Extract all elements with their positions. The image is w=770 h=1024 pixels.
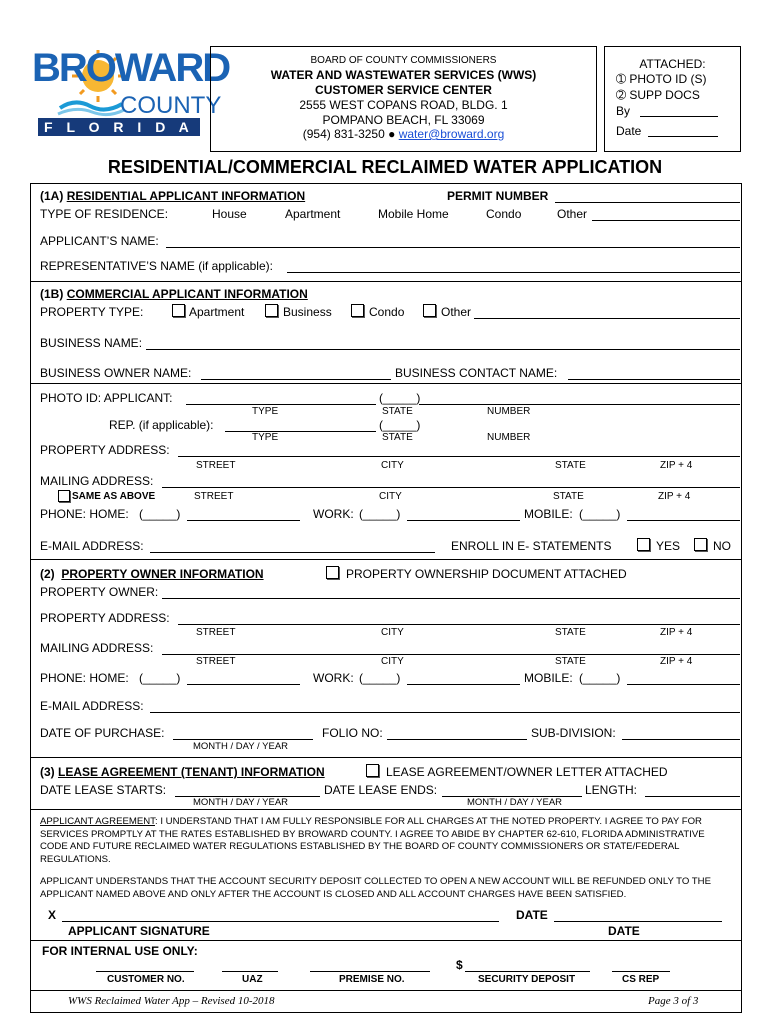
business-name-field[interactable] [146,349,740,350]
lease-letter-label: LEASE AGREEMENT/OWNER LETTER ATTACHED [386,765,668,779]
property-type-other-field[interactable] [474,318,740,319]
property-state-caption: STATE [555,460,586,471]
section-1b-number: (1B) [40,287,64,301]
rep-id-type-caption: TYPE [252,432,279,443]
business-checkbox[interactable] [265,304,278,317]
divider-5 [30,809,742,810]
phone-mobile-label: MOBILE: [524,507,573,521]
residence-condo-option[interactable]: Condo [486,207,522,221]
lease-ends-label: DATE LEASE ENDS: [324,783,438,797]
photo-id-type-caption: TYPE [252,406,279,417]
phone-home-field[interactable] [187,520,300,521]
owner-property-address-field[interactable] [178,624,740,625]
owner-email-label: E-MAIL ADDRESS: [40,699,144,713]
attached-by-label: By [616,104,631,118]
apartment-checkbox-label: Apartment [189,305,245,319]
property-street-caption: STREET [196,460,236,471]
header-contact [210,127,597,141]
date-caption: DATE [608,924,640,938]
owner-mailing-address-label: MAILING ADDRESS: [40,641,154,655]
applicant-agreement-text [40,816,735,866]
property-zip-caption: ZIP + 4 [660,460,693,471]
security-deposit-caption: SECURITY DEPOSIT [478,974,576,985]
date-of-purchase-field[interactable] [173,739,313,740]
owner-phone-home-field[interactable] [187,684,300,685]
lease-length-field[interactable] [645,796,740,797]
uaz-field[interactable] [222,971,278,972]
section-2-number: (2) [40,567,55,581]
business-name-label: BUSINESS NAME: [40,336,143,350]
folio-field[interactable] [387,739,527,740]
owner-phone-work-area[interactable]: (_____) [359,671,401,685]
premise-no-caption: PREMISE NO. [339,974,405,985]
attached-by-line[interactable] [640,116,718,117]
security-deposit-field[interactable] [465,971,590,972]
estatements-no-checkbox[interactable] [694,538,707,551]
date-of-purchase-label: DATE OF PURCHASE: [40,726,165,740]
email-field[interactable] [150,552,435,553]
email-label: E-MAIL ADDRESS: [40,539,144,553]
residence-type-label: TYPE OF RESIDENCE: [40,207,169,221]
other-checkbox[interactable] [423,304,436,317]
lease-starts-caption: MONTH / DAY / YEAR [193,797,289,808]
residence-mobile-option[interactable]: Mobile Home [378,207,449,221]
photo-id-state-caption: STATE [382,406,413,417]
header-line1: BOARD OF COUNTY COMMISSIONERS [310,55,497,66]
owner-mailing-state-caption: STATE [555,656,586,667]
section-3-title: LEASE AGREEMENT (TENANT) INFORMATION [58,765,325,779]
owner-phone-work-label: WORK: [313,671,354,685]
attached-date-label: Date [616,124,642,138]
divider-3 [30,559,742,560]
signature-field[interactable] [62,921,499,922]
section-1b-heading [40,287,308,301]
business-owner-field[interactable] [201,379,391,380]
cs-rep-field[interactable] [612,971,670,972]
owner-property-city-caption: CITY [381,627,404,638]
header-email-link[interactable]: water@broward.org [398,127,505,141]
other-checkbox-label: Other [441,305,472,319]
applicant-agreement-body: : I UNDERSTAND THAT I AM FULLY RESPONSIBLE FOR ALL CHARGES AT THE NOTED PROPERTY. I AGREE TO PAY FOR SERVICES PROMPTLY AT THE RATES ESTABLISHED BY BROWARD COUNTY. I AGREE TO ABIDE BY CHAPTER 62-610, FLORIDA ADMINISTRATIVE CODE AND FUTURE RECLAIMED WATER REGULATIONS ESTABLISHED BY THE BOARD OF COUNTY COMMISSIONERS OR STATE/FEDERAL REGULATIONS. [40,816,705,865]
owner-mailing-street-caption: STREET [196,656,236,667]
business-contact-field[interactable] [568,379,740,380]
signature-date-field[interactable] [554,921,722,922]
representative-name-label: REPRESENTATIVE’S NAME (if applicable): [40,259,273,273]
signature-x-mark: X [48,908,57,922]
header-phone: (954) 831-3250 ● [302,127,396,141]
logo-county: COUNTY [120,92,222,119]
permit-number-label: PERMIT NUMBER [447,189,549,203]
ownership-doc-label: PROPERTY OWNERSHIP DOCUMENT ATTACHED [346,567,627,581]
customer-no-caption: CUSTOMER NO. [107,974,185,985]
phone-mobile-area[interactable]: (_____) [579,507,621,521]
residence-other-option[interactable]: Other [557,207,588,221]
attached-title: ATTACHED: [639,57,706,71]
rep-id-state-field[interactable]: (_____) [379,418,421,432]
logo-broward: BROWARD [32,46,230,90]
property-address-label: PROPERTY ADDRESS: [40,443,170,457]
phone-home-label: PHONE: HOME: [40,507,129,521]
photo-id-number-caption: NUMBER [487,406,531,417]
premise-no-field[interactable] [310,971,430,972]
footer-page-number: Page 3 of 3 [648,995,699,1007]
business-owner-label: BUSINESS OWNER NAME: [40,366,192,380]
attached-photo-id: ➀ PHOTO ID (S) [616,72,707,86]
owner-email-field[interactable] [150,712,740,713]
residence-house-option[interactable]: House [212,207,247,221]
enroll-estatements-label: ENROLL IN E- STATEMENTS [451,539,612,553]
photo-id-label: PHOTO ID: APPLICANT: [40,391,173,405]
owner-property-address-label: PROPERTY ADDRESS: [40,611,170,625]
property-owner-field[interactable] [162,598,740,599]
mailing-city-caption: CITY [379,491,402,502]
security-deposit-text: APPLICANT UNDERSTANDS THAT THE ACCOUNT SECURITY DEPOSIT COLLECTED TO OPEN A NEW ACCOUNT WILL BE REFUNDED ONLY TO THE APPLICANT NAMED ABOVE AND ONLY AFTER THE ACCOUNT IS CLOSED AND ALL ACCOUNT CHARGES HAVE BEEN SATISFIED. [40,876,711,900]
date-of-purchase-caption: MONTH / DAY / YEAR [193,741,289,752]
section-2-heading [40,567,264,581]
lease-starts-label: DATE LEASE STARTS: [40,783,167,797]
footer-revision: WWS Reclaimed Water App – Revised 10-2018 [68,995,275,1007]
same-as-above-label: SAME AS ABOVE [72,491,156,502]
subdivision-label: SUB-DIVISION: [531,726,616,740]
owner-phone-home-label: PHONE: HOME: [40,671,129,685]
photo-id-number-field[interactable] [419,404,740,405]
representative-name-field[interactable] [287,272,740,273]
mailing-address-field[interactable] [162,487,740,488]
permit-number-field[interactable] [555,202,740,203]
lease-ends-caption: MONTH / DAY / YEAR [467,797,563,808]
owner-property-state-caption: STATE [555,627,586,638]
attached-supp-docs: ➁ SUPP DOCS [616,88,700,102]
same-as-above-checkbox[interactable] [58,490,70,502]
subdivision-field[interactable] [622,739,740,740]
phone-work-area[interactable]: (_____) [359,507,401,521]
phone-work-label: WORK: [313,507,354,521]
signature-date-label: DATE [516,908,548,922]
business-contact-label: BUSINESS CONTACT NAME: [395,366,558,380]
folio-label: FOLIO NO: [322,726,383,740]
apartment-checkbox[interactable] [172,304,185,317]
section-1b-title: COMMERCIAL APPLICANT INFORMATION [66,287,308,301]
mailing-street-caption: STREET [194,491,234,502]
owner-phone-mobile-field[interactable] [627,684,740,685]
photo-id-state-field[interactable]: (_____) [379,391,421,405]
dollar-sign: $ [456,958,463,972]
phone-mobile-field[interactable] [627,520,740,521]
header-line4: 2555 WEST COPANS ROAD, BLDG. 1 [299,98,508,112]
rep-id-number-caption: NUMBER [487,432,531,443]
owner-phone-home-area[interactable]: (_____) [139,671,181,685]
header-line2: WATER AND WASTEWATER SERVICES (WWS) [270,68,537,82]
mailing-zip-caption: ZIP + 4 [658,491,691,502]
phone-home-area[interactable]: (_____) [139,507,181,521]
section-3-number: (3) [40,765,55,779]
applicant-name-field[interactable] [166,247,740,248]
property-owner-label: PROPERTY OWNER: [40,585,159,599]
property-city-caption: CITY [381,460,404,471]
cs-rep-caption: CS REP [622,974,660,985]
rep-id-state-caption: STATE [382,432,413,443]
owner-phone-mobile-area[interactable]: (_____) [579,671,621,685]
photo-id-type-field[interactable] [186,404,376,405]
section-1a-title: RESIDENTIAL APPLICANT INFORMATION [66,189,306,203]
lease-length-label: LENGTH: [585,783,638,797]
header-line5: POMPANO BEACH, FL 33069 [322,113,485,127]
business-checkbox-label: Business [283,305,332,319]
broward-county-logo [30,44,230,139]
owner-property-zip-caption: ZIP + 4 [660,627,693,638]
section-3-heading [40,765,325,779]
owner-mailing-city-caption: CITY [381,656,404,667]
section-2-title: PROPERTY OWNER INFORMATION [61,567,264,581]
property-address-field[interactable] [178,456,740,457]
divider-7 [30,990,742,991]
section-1a-heading [40,189,305,203]
applicant-name-label: APPLICANT’S NAME: [40,234,159,248]
estatements-no-label: NO [713,539,731,553]
owner-property-street-caption: STREET [196,627,236,638]
header-line3: CUSTOMER SERVICE CENTER [315,83,492,97]
condo-checkbox-label: Condo [369,305,405,319]
owner-mailing-address-field[interactable] [162,654,740,655]
property-type-label: PROPERTY TYPE: [40,305,144,319]
customer-no-field[interactable] [96,971,194,972]
divider-1 [30,281,742,282]
estatements-yes-label: YES [656,539,681,553]
divider-2 [30,383,742,384]
ownership-doc-checkbox[interactable] [326,566,339,579]
mailing-address-label: MAILING ADDRESS: [40,474,154,488]
owner-phone-work-field[interactable] [407,684,520,685]
attached-date-line[interactable] [648,136,718,137]
rep-id-label: REP. (if applicable): [109,418,214,432]
divider-4 [30,757,742,758]
internal-use-title: FOR INTERNAL USE ONLY: [42,944,198,958]
uaz-caption: UAZ [242,974,263,985]
estatements-yes-checkbox[interactable] [637,538,650,551]
phone-work-field[interactable] [407,520,520,521]
applicant-agreement-label: APPLICANT AGREEMENT [40,816,155,827]
condo-checkbox[interactable] [351,304,364,317]
mailing-state-caption: STATE [553,491,584,502]
lease-letter-checkbox[interactable] [366,764,379,777]
residence-other-field[interactable] [592,220,740,221]
residence-apartment-option[interactable]: Apartment [285,207,341,221]
applicant-signature-caption: APPLICANT SIGNATURE [68,924,210,938]
form-title: RESIDENTIAL/COMMERCIAL RECLAIMED WATER APPLICATION [107,157,663,177]
rep-id-type-field[interactable] [225,431,376,432]
section-1a-number: (1A) [40,189,64,203]
divider-6 [30,940,742,941]
owner-phone-mobile-label: MOBILE: [524,671,573,685]
owner-mailing-zip-caption: ZIP + 4 [660,656,693,667]
logo-florida: F L O R I D A [44,119,194,135]
